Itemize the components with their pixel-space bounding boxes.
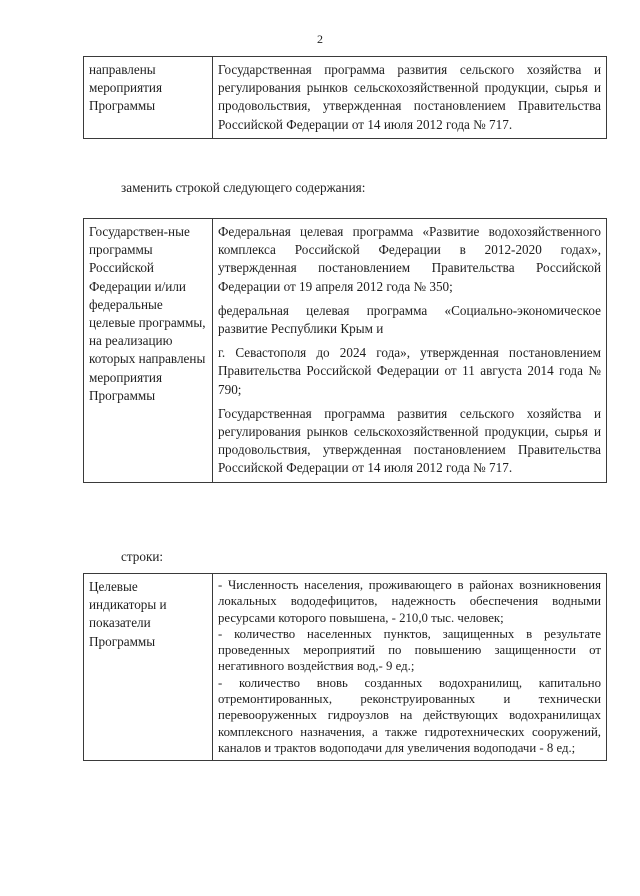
- content-paragraph: Федеральная целевая программа «Развитие водохозяйственного комплекса Российской Федерации в 2012-2020 годах», утвержденная постановлением Правительства Российской Федерации от 19 апреля 2012 года № 350;: [218, 224, 601, 294]
- table-row: [84, 219, 607, 483]
- row-content: [213, 57, 607, 139]
- row-content: [213, 219, 607, 483]
- table-row: [84, 57, 607, 139]
- content-paragraph: Государственная программа развития сельского хозяйства и регулирования рынков сельскохозяйственной продукции, сырья и продовольствия, утвержденная постановлением Правительства Российской Федерации от 14 июля 2012 года № 717.: [218, 405, 601, 476]
- row-content: [213, 574, 607, 761]
- table-top: [83, 56, 607, 139]
- instruction-rows: строки:: [121, 549, 164, 564]
- table-row: [84, 574, 607, 761]
- instruction-replace: заменить строкой следующего содержания:: [121, 180, 366, 195]
- content-paragraph: федеральная целевая программа «Социально-экономическое развитие Республики Крым и: [218, 302, 601, 337]
- table-bottom: [83, 573, 607, 761]
- page-number: 2: [317, 32, 323, 46]
- content-paragraph: г. Севастополя до 2024 года», утвержденная постановлением Правительства Российской Федерации от 11 августа 2014 года № 790;: [218, 345, 601, 397]
- content-paragraph: - Численность населения, проживающего в районах возникновения локальных вододефицитов, надежность обеспечения водными ресурсами которого повышена, - 210,0 тыс. человек;: [218, 578, 601, 625]
- table-middle: [83, 218, 607, 483]
- content-paragraph: Государственная программа развития сельского хозяйства и регулирования рынков сельскохозяйственной продукции, сырья и продовольствия, утвержденная постановлением Правительства Российской Федерации от 14 июля 2012 года № 717.: [218, 62, 601, 132]
- row-label: Государствен-ные программы Российской Федерации и/или федеральные целевые программы, на реализацию которых направлены мероприятия Программы: [84, 219, 213, 483]
- content-paragraph: - количество вновь созданных водохранилищ, капитально отремонтированных, реконструированных и технически перевооруженных гидроузлов на действующих водохранилищах комплексного назначения, а также гидротехнических сооружений, каналов и трактов водоподачи для увеличения водоподачи - 8 ед.;: [218, 675, 601, 755]
- row-label: направлены мероприятия Программы: [84, 57, 213, 139]
- row-label: Целевые индикаторы и показатели Программы: [84, 574, 213, 761]
- content-paragraph: - количество населенных пунктов, защищенных в результате проведенных мероприятий по повышению защищенности от негативного воздействия вод,- 9 ед.;: [218, 626, 601, 674]
